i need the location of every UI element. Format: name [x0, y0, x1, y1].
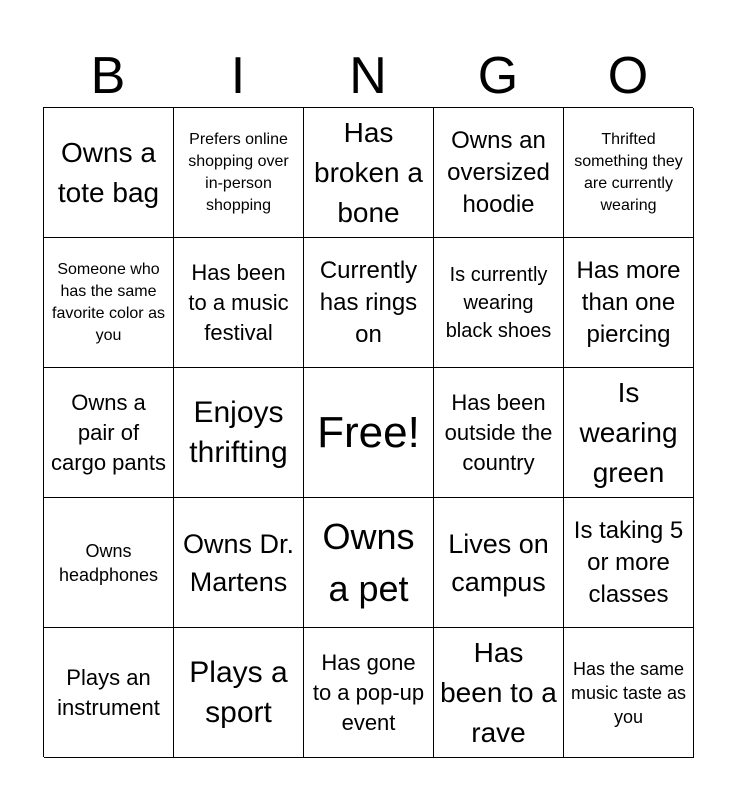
cell-text: Is taking 5 or more classes — [573, 516, 684, 608]
cell-text: Has been to a music festival — [188, 259, 289, 345]
cell-text: Owns an oversized hoodie — [447, 126, 550, 218]
bingo-header — [43, 44, 693, 108]
bingo-cell[interactable] — [304, 628, 434, 758]
cell-text: Has been outside the country — [444, 389, 553, 475]
bingo-cell[interactable] — [174, 238, 304, 368]
bingo-cell[interactable] — [564, 238, 694, 368]
bingo-cell[interactable] — [174, 628, 304, 758]
bingo-cell[interactable] — [304, 108, 434, 238]
header-letter-i: I — [230, 47, 246, 105]
cell-text: Has gone to a pop-up event — [312, 649, 425, 735]
bingo-cell[interactable] — [174, 498, 304, 628]
cell-text: Has more than one piercing — [576, 256, 681, 348]
cell-text: Plays a sport — [189, 655, 288, 729]
cell-text: Prefers online shopping over in-person shopping — [188, 130, 289, 214]
free-space-text: Free! — [317, 407, 420, 457]
bingo-cell[interactable] — [564, 368, 694, 498]
bingo-cell[interactable] — [434, 368, 564, 498]
bingo-cell[interactable] — [44, 628, 174, 758]
cell-text: Is currently wearing black shoes — [445, 263, 552, 342]
cell-text: Owns a pet — [322, 515, 415, 609]
header-letter-n: N — [349, 47, 387, 105]
cell-text: Owns a tote bag — [57, 136, 160, 208]
cell-text: Lives on campus — [448, 528, 549, 597]
bingo-cell[interactable] — [174, 108, 304, 238]
bingo-cell[interactable] — [434, 108, 564, 238]
bingo-cell[interactable] — [304, 238, 434, 368]
bingo-cell[interactable] — [434, 498, 564, 628]
cell-text: Is wearing green — [579, 376, 678, 488]
free-space[interactable] — [304, 368, 434, 498]
cell-text: Owns Dr. Martens — [182, 528, 295, 597]
bingo-cell[interactable] — [304, 498, 434, 628]
bingo-cell[interactable] — [44, 238, 174, 368]
header-letter-g: G — [477, 47, 519, 105]
cell-text: Owns headphones — [58, 540, 159, 585]
bingo-cell[interactable] — [434, 238, 564, 368]
cell-text: Plays an instrument — [57, 664, 160, 720]
bingo-cell[interactable] — [564, 108, 694, 238]
bingo-cell[interactable] — [44, 498, 174, 628]
bingo-cell[interactable] — [564, 498, 694, 628]
cell-text: Owns a pair of cargo pants — [51, 389, 166, 475]
bingo-cell[interactable] — [44, 108, 174, 238]
bingo-grid — [43, 107, 693, 757]
cell-text: Currently has rings on — [319, 256, 418, 348]
cell-text: Has the same music taste as you — [570, 658, 687, 727]
bingo-cell[interactable] — [434, 628, 564, 758]
header-letter-o: O — [607, 47, 649, 105]
cell-text: Enjoys thrifting — [189, 395, 288, 469]
cell-text: Someone who has the same favorite color as you — [52, 260, 165, 344]
cell-text: Has broken a bone — [314, 116, 423, 228]
cell-text: Thrifted something they are currently wearing — [574, 130, 683, 214]
bingo-cell[interactable] — [44, 368, 174, 498]
header-letter-b: B — [90, 47, 126, 105]
cell-text: Has been to a rave — [440, 636, 557, 748]
bingo-cell[interactable] — [564, 628, 694, 758]
bingo-cell[interactable] — [174, 368, 304, 498]
